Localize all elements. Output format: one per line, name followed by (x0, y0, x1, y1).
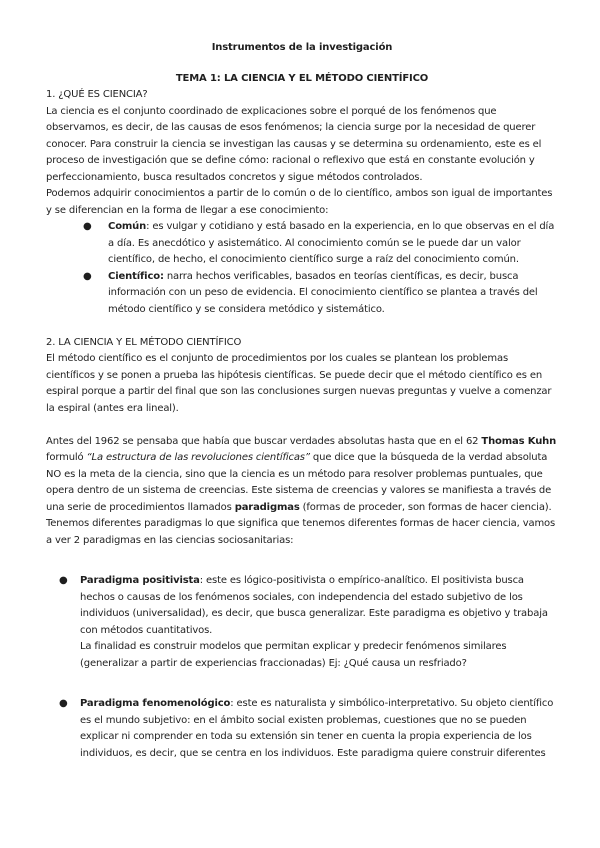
paradigmas-term: paradigmas (234, 501, 300, 513)
list-item-comun (46, 219, 558, 269)
list-item-text: : este es lógico-positivista o empírico-analítico. El positivista busca hechos o causas de los fenómenos sociales, con independencia del estado subjetivo de los individuos (universalidad), es decir, que busca generalizar. Este paradigma es objetivo y trabaja con métodos cuantitativos. (80, 575, 548, 636)
list-item-positivista (46, 573, 558, 672)
section-1-heading: 1. ¿QUÉ ES CIENCIA? (46, 89, 148, 100)
list-item-term: Paradigma fenomenológico (80, 698, 231, 709)
text-run: Antes del 1962 se pensaba que había que buscar verdades absolutas hasta que en el 62 (46, 435, 482, 447)
bullet-icon: ● (83, 221, 92, 232)
list-item-extra: La finalidad es construir modelos que permitan explicar y predecir fenómenos similares (generalizar a partir de experiencias fraccionadas) Ej: ¿Qué causa un resfriado? (80, 641, 507, 669)
bullet-icon: ● (59, 575, 68, 586)
spacer (46, 672, 558, 696)
list-item-text: : es vulgar y cotidiano y está basado en la experiencia, en lo que observas en el día a día. Es anecdótico y asistemático. Al conocimiento común se le puede dar un valor científico, de hecho, el conocimiento científico surge a raíz del conocimiento común. (108, 221, 555, 265)
spacer (46, 549, 558, 573)
section-2-heading: 2. LA CIENCIA Y EL MÉTODO CIENTÍFICO (46, 336, 242, 348)
author-name: Thomas Kuhn (481, 435, 557, 447)
topic-title: TEMA 1: LA CIENCIA Y EL MÉTODO CIENTÍFICO (175, 72, 429, 84)
text-run: (formas de proceder, son formas de hacer ciencia). Tenemos diferentes paradigmas lo que significa que tenemos diferentes formas de hacer ciencia, vamos a ver 2 paradigmas en las ciencias sociosanitarias: (46, 501, 556, 546)
bullet-icon: ● (83, 270, 92, 282)
knowledge-types-list (46, 219, 558, 318)
text-run: que dice que la búsqueda de la verdad absoluta NO es la meta de la ciencia, sino que la ciencia es un método para resolver problemas puntuales, que opera dentro de un sistema de creencias. Este sistema de creencias y valores se manifiesta a través de una serie de procedimientos llamados (46, 452, 552, 513)
section-1-paragraph-2: Podemos adquirir conocimientos a partir de lo común o de lo científico, ambos son igual de importantes y se diferencian en la forma de llegar a ese conocimiento: (46, 188, 553, 216)
list-item-text: : este es naturalista y simbólico-interpretativo. Su objeto científico es el mundo subjetivo: en el ámbito social existen problemas, cuestiones que no se pueden explicar ni comprender en toda su extensión sin tener en cuenta la propia experiencia de los individuos, es decir, que se centra en los individuos. Este paradigma quiere construir diferentes (80, 698, 554, 759)
paradigms-list (46, 573, 558, 762)
list-item-term: Paradigma positivista (80, 575, 200, 586)
section-1-paragraph-1: La ciencia es el conjunto coordinado de explicaciones sobre el porqué de los fenómenos que observamos, es decir, de las causas de esos fenómenos; la ciencia surge por la necesidad de querer conocer. Para construir la ciencia se investigan las causas y se determina su ordenamiento, este es el proceso de investigación que se define cómo: racional o reflexivo que está en constante evolución y perfeccionamiento, busca resultados concretos y sigue métodos controlados. (46, 105, 542, 183)
spacer (46, 318, 558, 335)
spacer (46, 417, 558, 434)
section-2-paragraph-2 (46, 434, 558, 550)
list-item-cientifico (46, 269, 558, 319)
section-2-paragraph-1: El método científico es el conjunto de procedimientos por los cuales se plantean los problemas científicos y se ponen a prueba las hipótesis científicas. Se puede decir que el método científico es en espiral porque a partir del final que son las conclusiones surgen nuevas preguntas y vuelve a comenzar la espiral (antes era lineal). (46, 353, 552, 414)
list-item-fenomenologico (46, 696, 558, 762)
list-item-text: narra hechos verificables, basados en teorías científicas, es decir, busca información con un peso de evidencia. El conocimiento científico se plantea a través del método científico y se considera metódico y sistemático. (108, 270, 538, 315)
book-title: “La estructura de las revoluciones científicas” (86, 452, 310, 463)
bullet-icon: ● (59, 698, 68, 709)
document-title: Instrumentos de la investigación (211, 42, 393, 53)
text-run: formuló (46, 452, 87, 463)
list-item-term: Científico: (108, 270, 164, 282)
list-item-term: Común (108, 221, 147, 232)
document-page (46, 40, 558, 762)
